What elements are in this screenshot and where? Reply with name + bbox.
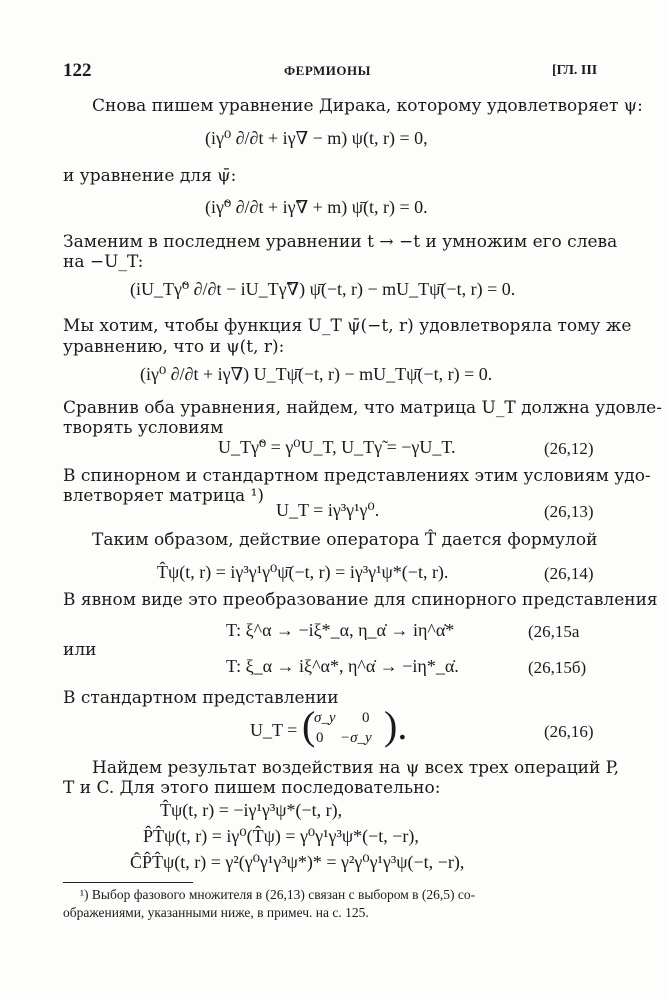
equation-6: U_T = iγ³γ¹γ⁰. xyxy=(276,500,380,520)
equation-11b: P̂T̂ψ(t, r) = iγ⁰(T̂ψ) = γ⁰γ¹γ³ψ*(−t, −r), xyxy=(143,826,419,846)
equation-8-number: (26,15а xyxy=(528,622,580,641)
paragraph-3b: на −U_T: xyxy=(63,252,144,272)
left-paren: ( xyxy=(302,703,316,748)
paragraph-3a: Заменим в последнем уравнении t → −t и умножим его слева xyxy=(63,232,618,252)
paragraph-2: и уравнение для ψ̄: xyxy=(63,166,237,186)
equation-2: (iγ̃⁰ ∂/∂t + iγ̃∇ + m) ψ̄(t, r) = 0. xyxy=(205,197,428,217)
equation-5: U_Tγ̃⁰ = γ⁰U_T, U_Tγ̃ = −γU_T. xyxy=(218,437,456,457)
matrix-cell-11: σ_y xyxy=(314,710,336,726)
paragraph-6a: В спинорном и стандартном представлениях этим условиям удо- xyxy=(63,466,651,486)
equation-7-number: (26,14) xyxy=(544,564,594,583)
footnote-line-1: ¹) Выбор фазового множителя в (26,13) связан с выбором в (26,5) со- xyxy=(80,887,476,902)
equation-3: (iU_Tγ̃⁰ ∂/∂t − iU_Tγ̃∇) ψ̄(−t, r) − mU_Tψ̄(−t, r) = 0. xyxy=(130,279,516,299)
footnote-line-2: ображениями, указанными ниже, в примеч. на с. 125. xyxy=(63,905,369,920)
paragraph-11b: T и C. Для этого пишем последовательно: xyxy=(63,778,441,798)
footnote-rule xyxy=(63,882,193,883)
paragraph-4b: уравнению, что и ψ(t, r): xyxy=(63,337,285,357)
chapter-label: [ГЛ. III xyxy=(552,63,598,78)
equation-10-lhs: U_T = xyxy=(250,720,298,740)
equation-9: T: ξ_α → iξ^α*, η^α̇ → −iη*_α̇. xyxy=(226,656,459,676)
equation-9-number: (26,15б) xyxy=(528,658,587,677)
equation-10-number: (26,16) xyxy=(544,722,594,741)
equation-11c: ĈP̂T̂ψ(t, r) = γ²(γ⁰γ¹γ³ψ*)* = γ²γ⁰γ¹γ³ψ(−t, −r), xyxy=(130,852,465,872)
running-title: ФЕРМИОНЫ xyxy=(284,63,371,78)
paragraph-5b: творять условиям xyxy=(63,418,224,438)
matrix-cell-12: 0 xyxy=(362,710,370,726)
paragraph-10: В стандартном представлении xyxy=(63,688,339,708)
equation-8: T: ξ^α → −iξ*_α, η_α̇ → iη^α̇* xyxy=(226,620,455,640)
right-paren: ). xyxy=(384,703,408,748)
page-number: 122 xyxy=(63,60,92,81)
matrix-cell-21: 0 xyxy=(316,730,324,746)
paragraph-1: Снова пишем уравнение Дирака, которому удовлетворяет ψ: xyxy=(92,96,643,116)
equation-7: T̂ψ(t, r) = iγ³γ¹γ⁰ψ̄(−t, r) = iγ³γ¹ψ*(−t, r). xyxy=(157,562,449,582)
paragraph-6b: влетворяет матрица ¹) xyxy=(63,486,265,506)
paragraph-5a: Сравнив оба уравнения, найдем, что матрица U_T должна удовле- xyxy=(63,398,662,418)
equation-5-number: (26,12) xyxy=(544,439,594,458)
paragraph-4a: Мы хотим, чтобы функция U_T ψ̄(−t, r) удовлетворяла тому же xyxy=(63,316,632,336)
paragraph-8: В явном виде это преобразование для спинорного представления xyxy=(63,590,658,610)
equation-4: (iγ⁰ ∂/∂t + iγ∇) U_Tψ̄(−t, r) − mU_Tψ̄(−t, r) = 0. xyxy=(140,364,493,384)
matrix-cell-22: −σ_y xyxy=(340,730,372,746)
equation-11a: T̂ψ(t, r) = −iγ¹γ³ψ*(−t, r), xyxy=(160,800,343,820)
paragraph-11a: Найдем результат воздействия на ψ всех трех операций P, xyxy=(92,758,620,778)
paragraph-9: или xyxy=(63,640,97,660)
paragraph-7: Таким образом, действие оператора T̂ дается формулой xyxy=(92,530,598,550)
equation-1: (iγ⁰ ∂/∂t + iγ∇ − m) ψ(t, r) = 0, xyxy=(205,128,428,148)
equation-6-number: (26,13) xyxy=(544,502,594,521)
